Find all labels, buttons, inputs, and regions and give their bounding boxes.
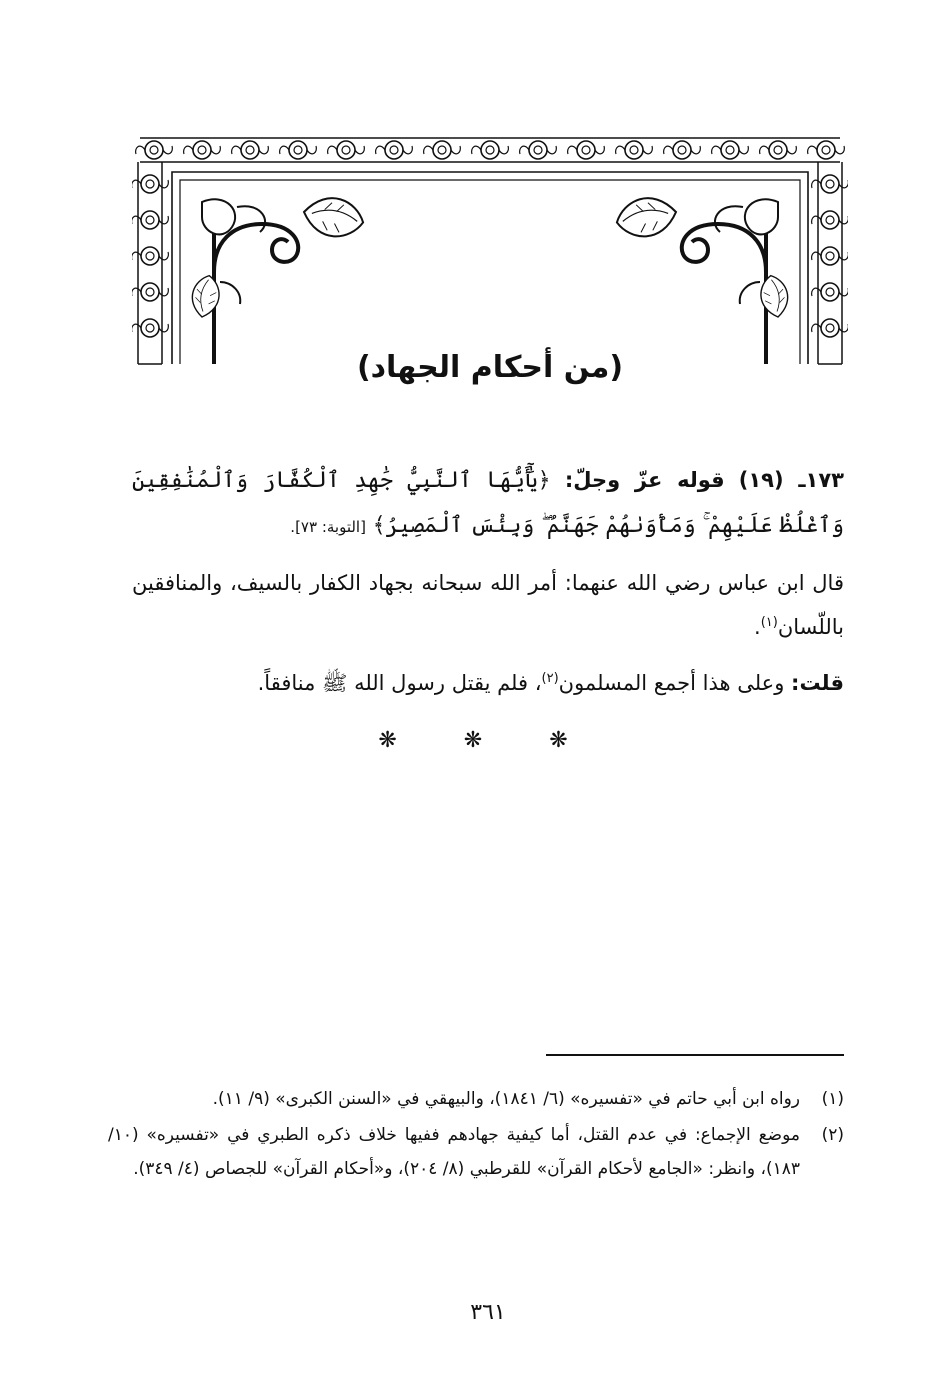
footnote-text: موضع الإجماع: في عدم القتل، أما كيفية جهادهم ففيها خلاف ذكره الطبري في «تفسيره» (١٠/ ١٨٣)، وانظر: «الجامع لأحكام القرآن» للقرطبي (٨/ ٢٠٤)، و«أحكام القرآن» للجصاص (٤/ ٣٤٩).	[108, 1125, 800, 1179]
footnotes	[108, 1082, 844, 1188]
page-number: ٣٦١	[470, 1300, 506, 1325]
section-title: (من أحكام الجهاد)	[356, 350, 624, 385]
ibn-abbas-paragraph	[132, 561, 844, 649]
footnote-2	[108, 1118, 844, 1186]
footnote-text: رواه ابن أبي حاتم في «تفسيره» (٦/ ١٨٤١)، والبيهقي في «السنن الكبرى» (٩/ ١١).	[212, 1089, 800, 1109]
main-text	[132, 458, 844, 717]
qult-paragraph	[132, 661, 844, 705]
right-corner-flourish	[614, 193, 791, 319]
footnote-number: (١)	[821, 1089, 844, 1109]
ibn-abbas-text: قال ابن عباس رضي الله عنهما: أمر الله سبحانه بجهاد الكفار بالسيف، والمنافقين باللّسان	[132, 571, 844, 639]
footnote-1	[108, 1082, 844, 1116]
left-corner-flourish	[189, 193, 366, 319]
top-ornament-band	[136, 138, 845, 162]
footnote-ref-2[interactable]: (٢)	[541, 671, 559, 686]
entry-intro: قوله عزّ وجلّ:	[564, 468, 725, 492]
section-separator: ❋ ❋ ❋	[378, 728, 598, 753]
footnote-number: (٢)	[821, 1125, 844, 1145]
entry-number: ١٧٣ـ (١٩)	[738, 468, 844, 492]
quran-verse: ﴿يَٰٓأَيُّهَا ٱلنَّبِيُّ جَٰهِدِ ٱلْكُفَّارَ وَٱلْمُنَٰفِقِينَ وَٱغْلُظْ عَلَيْهِمْ ۚ وَمَأْوَىٰهُمْ جَهَنَّمُ ۖ وَبِئْسَ ٱلْمَصِيرُ﴾	[132, 468, 844, 538]
right-ornament-band	[812, 162, 848, 364]
inner-frame-lines	[172, 172, 808, 364]
qult-label: قلت:	[791, 671, 844, 695]
verse-citation: [التوبة: ٧٣].	[290, 518, 366, 536]
ibn-abbas-end: .	[754, 615, 761, 639]
qult-text-b: ، فلم يقتل رسول الله ﷺ منافقاً.	[257, 671, 542, 695]
footnote-divider	[546, 1054, 844, 1056]
entry-paragraph	[132, 458, 844, 549]
footnote-ref-1[interactable]: (١)	[760, 615, 778, 630]
qult-text-a: وعلى هذا أجمع المسلمون	[558, 671, 785, 695]
left-ornament-band	[132, 162, 168, 364]
